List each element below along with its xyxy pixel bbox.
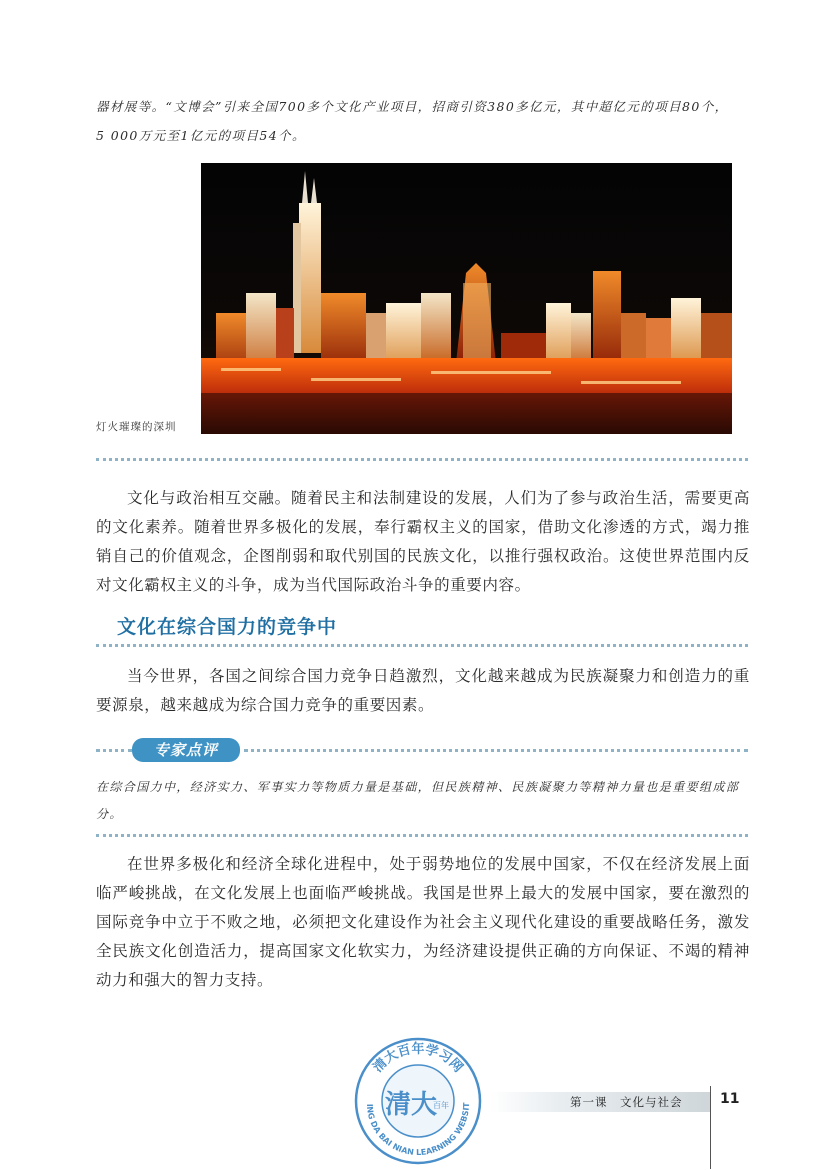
expert-separator-left (96, 749, 132, 752)
top-paragraph-line1: 器材展等。“文博会”引来全国700多个文化产业项目，招商引资380多亿元，其中超亿元的项目80个， (96, 99, 729, 114)
top-paragraph-line2: 5 000万元至1亿元的项目54个。 (96, 128, 306, 143)
paragraph-politics: 文化与政治相互交融。随着民主和法制建设的发展，人们为了参与政治生活，需要更高的文化素养。随着世界多极化的发展，奉行霸权主义的国家，借助文化渗透的方式，竭力推销自己的价值观念，企图削弱和取代别国的民族文化，以推行强权政治。这使世界范围内反对文化霸权主义的斗争，成为当代国际政治斗争的重要内容。 (96, 489, 750, 594)
section-title: 文化在综合国力的竞争中 (117, 616, 338, 638)
separator-section (96, 644, 748, 647)
svg-text:百年: 百年 (433, 1101, 449, 1110)
separator-top (96, 458, 748, 461)
watermark-seal-icon (353, 1036, 483, 1166)
svg-text:清大百年学习网: 清大百年学习网 (370, 1042, 466, 1076)
shenzhen-skyline-image (201, 163, 732, 434)
expert-separator-bottom (96, 834, 748, 837)
footer-chapter-title: 第一课 文化与社会 (570, 1095, 683, 1109)
svg-text:QING DA BAI NIAN LEARNING WEBS: ING DA BAI NIAN LEARNING WEBSIT (364, 1102, 472, 1158)
svg-text:清大: 清大 (384, 1090, 438, 1120)
watermark-seal (353, 1036, 483, 1166)
paragraph-competition: 当今世界，各国之间综合国力竞争日趋激烈，文化越来越成为民族凝聚力和创造力的重要源泉，越来越成为综合国力竞争的重要因素。 (96, 667, 750, 714)
page-number: 11 (720, 1091, 740, 1107)
top-paragraph (96, 92, 756, 150)
city-night-photo (201, 163, 732, 434)
expert-comment-label: 专家点评 (132, 738, 240, 762)
photo-caption: 灯火璀璨的深圳 (96, 421, 177, 433)
footer-divider (710, 1086, 711, 1169)
paragraph-development: 在世界多极化和经济全球化进程中，处于弱势地位的发展中国家，不仅在经济发展上面临严峻挑战，在文化发展上也面临严峻挑战。我国是世界上最大的发展中国家，要在激烈的国际竞争中立于不败之地，必须把文化建设作为社会主义现代化建设的重要战略任务，激发全民族文化创造活力，提高国家文化软实力，为经济建设提供正确的方向保证、不竭的精神动力和强大的智力支持。 (96, 855, 750, 989)
expert-comment-text: 在综合国力中，经济实力、军事实力等物质力量是基础，但民族精神、民族凝聚力等精神力量也是重要组成部分。 (96, 780, 740, 821)
expert-separator-right (244, 749, 748, 752)
